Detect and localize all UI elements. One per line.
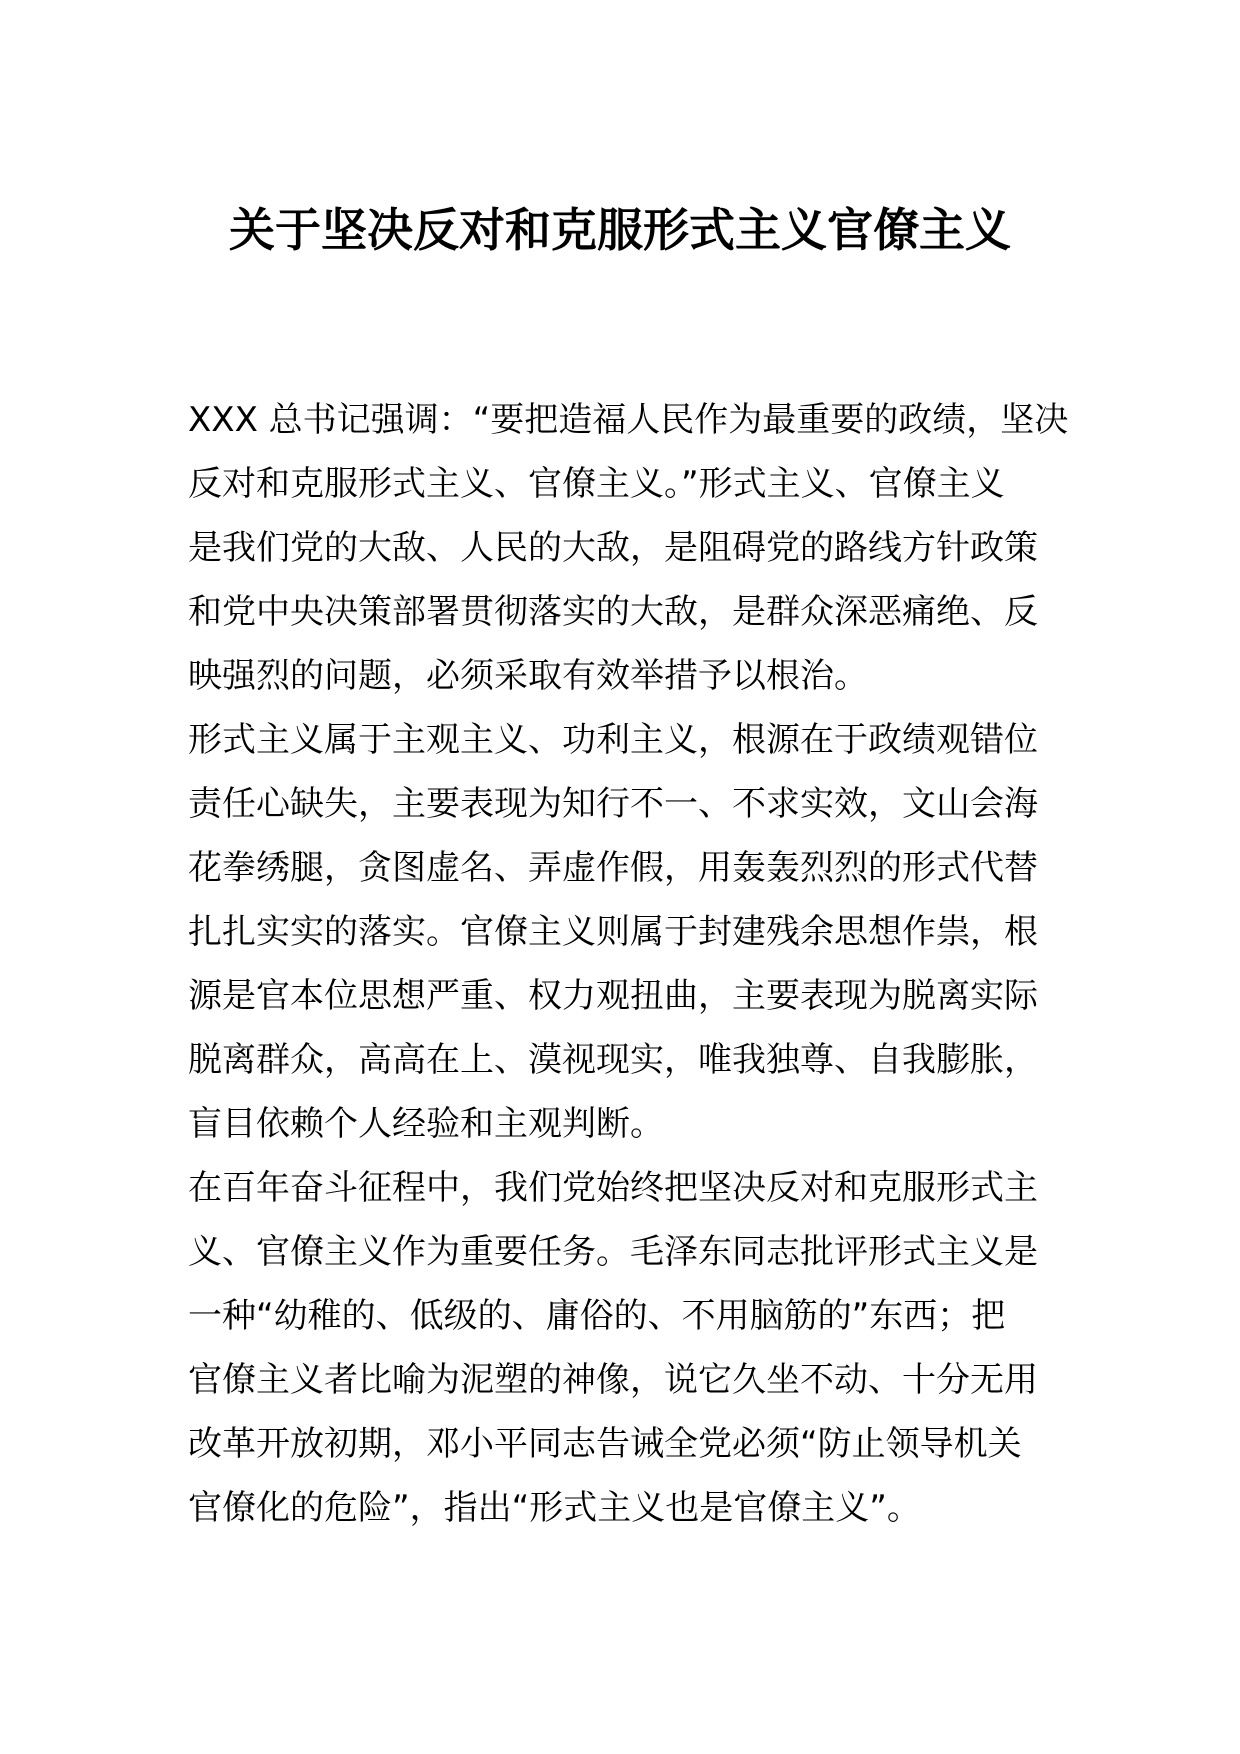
text-line: 映强烈的问题，必须采取有效举措予以根治。 <box>188 656 868 696</box>
text-line: 义、官僚主义作为重要任务。毛泽东同志批评形式主义是 <box>188 1232 1038 1272</box>
text-line: 扎扎实实的落实。官僚主义则属于封建残余思想作祟，根 <box>188 912 1038 952</box>
text-line: 反对和克服形式主义、官僚主义。”形式主义、官僚主义 <box>188 464 1005 504</box>
text-line: 一种“幼稚的、低级的、庸俗的、不用脑筋的”东西；把 <box>188 1296 1006 1336</box>
text-line: 改革开放初期，邓小平同志告诫全党必须“防止领导机关 <box>188 1424 1022 1464</box>
paragraph-1 <box>188 388 1068 708</box>
text-line: XXX 总书记强调：“要把造福人民作为最重要的政绩，坚决 <box>188 400 1069 440</box>
paragraph-2 <box>188 708 1068 1156</box>
text-line: 盲目依赖个人经验和主观判断。 <box>188 1104 664 1144</box>
text-line: 在百年奋斗征程中，我们党始终把坚决反对和克服形式主 <box>188 1168 1038 1208</box>
text-line: 和党中央决策部署贯彻落实的大敌，是群众深恶痛绝、反 <box>188 592 1038 632</box>
text-line: 是我们党的大敌、人民的大敌，是阻碍党的路线方针政策 <box>188 528 1038 568</box>
text-line: 形式主义属于主观主义、功利主义，根源在于政绩观错位 <box>188 720 1038 760</box>
text-line: 花拳绣腿，贪图虚名、弄虚作假，用轰轰烈烈的形式代替 <box>188 848 1038 888</box>
text-line: 脱离群众，高高在上、漠视现实，唯我独尊、自我膨胀， <box>188 1040 1038 1080</box>
text-line: 官僚化的危险”，指出“形式主义也是官僚主义”。 <box>188 1488 921 1528</box>
paragraph-3 <box>188 1156 1068 1540</box>
text-line: 源是官本位思想严重、权力观扭曲，主要表现为脱离实际 <box>188 976 1038 1016</box>
document-title: 关于坚决反对和克服形式主义官僚主义 <box>229 203 1011 257</box>
document-body <box>188 388 1068 1540</box>
text-line: 责任心缺失，主要表现为知行不一、不求实效，文山会海 <box>188 784 1038 824</box>
text-line: 官僚主义者比喻为泥塑的神像，说它久坐不动、十分无用 <box>188 1360 1038 1400</box>
